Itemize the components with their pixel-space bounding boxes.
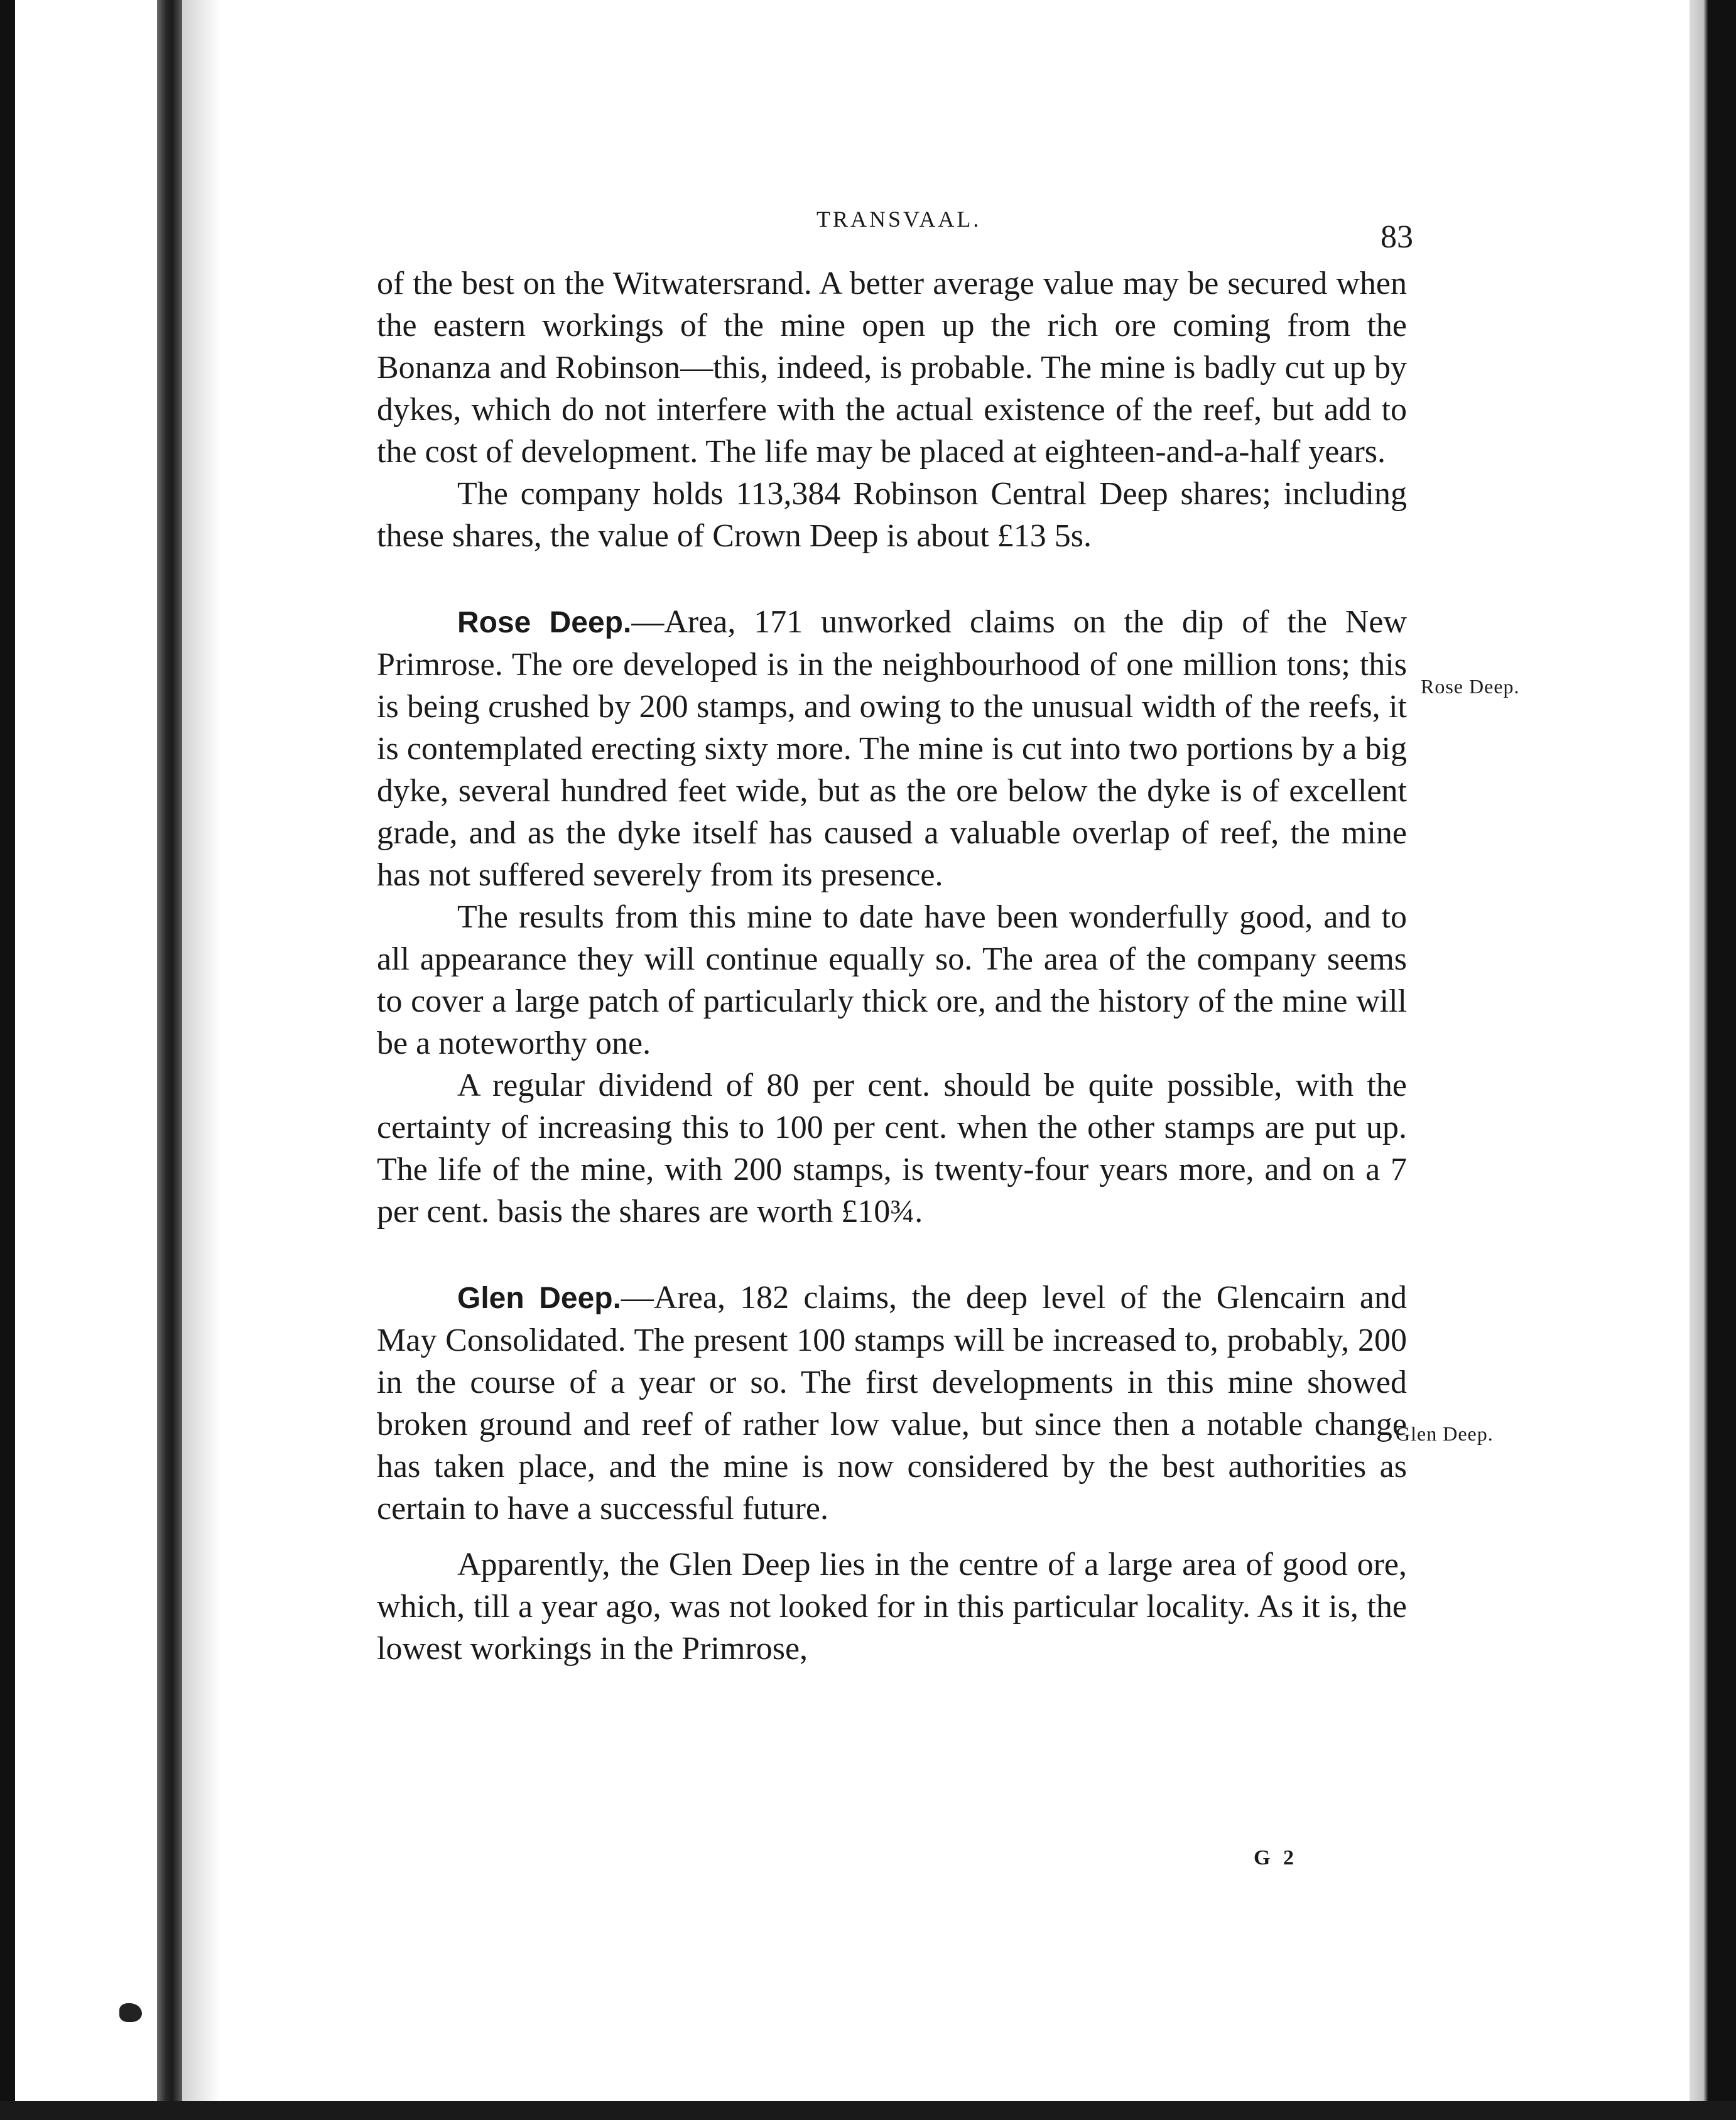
section-heading-glen-deep: Glen Deep. xyxy=(457,1282,621,1315)
paragraph-rose-deep-intro xyxy=(377,601,1407,896)
section-heading-rose-deep: Rose Deep. xyxy=(457,606,632,639)
scan-speck xyxy=(119,2003,142,2022)
gutter-shadow xyxy=(182,0,220,2120)
page-body xyxy=(377,262,1407,1670)
running-title: TRANSVAAL. xyxy=(816,207,982,232)
margin-note-glen-deep: Glen Deep. xyxy=(1396,1422,1494,1445)
page-number: 83 xyxy=(1381,219,1413,255)
paragraph-crown-deep-continued: of the best on the Witwatersrand. A better average value may be secured when the eastern workings of the mine open up the rich ore coming from the Bonanza and Robinson—this, indeed, is probable. The mine is badly cut up by dykes, which do not interfere with the actual existence of the reef, but add to the cost of development. The life may be placed at eighteen-and-a-half years. xyxy=(377,266,1407,470)
scan-edge-left xyxy=(0,0,15,2120)
glen-deep-intro-text: —Area, 182 claims, the deep level of the Glencairn and May Consolidated. The present 100 stamps will be increased to, probably, 200 in the course of a year or so. The first developments in this mine showed broken ground and reef of rather low value, but since then a notable change has taken place, and the mine is now considered by the best authorities as certain to have a successful future. xyxy=(377,1280,1408,1527)
paragraph-glen-deep-location: Apparently, the Glen Deep lies in the centre of a large area of good ore, which, till a year ago, was not looked for in this particular locality. As it is, the lowest workings in the Primrose, xyxy=(377,1547,1407,1667)
book-binding-gutter xyxy=(157,0,182,2120)
paragraph-rose-deep-results: The results from this mine to date have been wonderfully good, and to all appearance they will continue equally so. The area of the company seems to cover a large patch of particularly thick ore, and the history of the mine will be a noteworthy one. xyxy=(377,899,1407,1061)
paragraph-rose-deep-dividend: A regular dividend of 80 per cent. should be quite possible, with the certainty of increasing this to 100 per cent. when the other stamps are put up. The life of the mine, with 200 stamps, is twenty-four years more, and on a 7 per cent. basis the shares are worth £10¾. xyxy=(377,1068,1407,1230)
signature-mark: G 2 xyxy=(1254,1846,1298,1869)
rose-deep-intro-text: —Area, 171 unworked claims on the dip of the New Primrose. The ore developed is in the neighbourhood of one million tons; this is being crushed by 200 stamps, and owing to the unusual width of the reefs, it is contemplated erecting sixty more. The mine is cut into two portions by a big dyke, several hundred feet wide, but as the ore below the dyke is of excellent grade, and as the dyke itself has caused a valuable overlap of reef, the mine has not suffered severely from its presence. xyxy=(377,604,1407,893)
paragraph-glen-deep-intro xyxy=(377,1277,1407,1530)
scan-edge-bottom xyxy=(0,2101,1736,2120)
paragraph-crown-deep-shares: The company holds 113,384 Robinson Central Deep shares; including these shares, the value of Crown Deep is about £13 5s. xyxy=(377,476,1407,554)
margin-note-rose-deep: Rose Deep. xyxy=(1421,675,1520,698)
scan-edge-right xyxy=(1690,0,1736,2120)
